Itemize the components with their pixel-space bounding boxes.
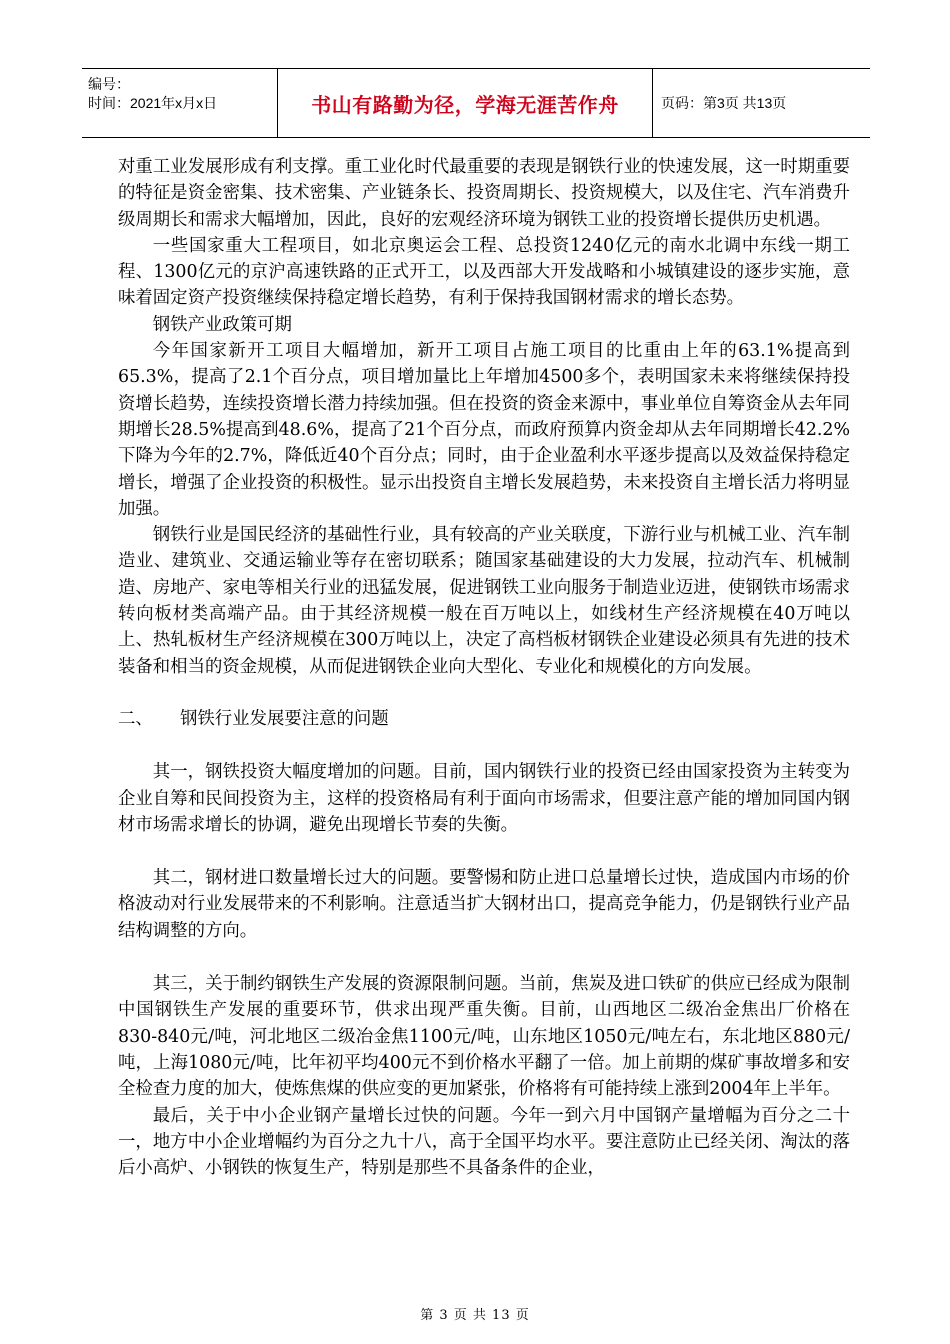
paragraph: 今年国家新开工项目大幅增加，新开工项目占施工项目的比重由上年的63.1%提高到65.3%，提高了2.1个百分点，项目增加量比上年增加4500多个，表明国家未来将继续保持投资增长趋势，连续投资增长潜力持续加强。但在投资的资金来源中，事业单位自筹资金从去年同期增长28.5%提高到48.6%，提高了21个百分点，而政府预算内资金却从去年同期增长42.2%下降为今年的2.7%，降低近40个百分点；同时，由于企业盈利水平逐步提高以及效益保持稳定增长，增强了企业投资的积极性。显示出投资自主增长发展趋势，未来投资自主增长活力将明显加强。 <box>118 341 850 519</box>
paragraph: 其一，钢铁投资大幅度增加的问题。目前，国内钢铁行业的投资已经由国家投资为主转变为企业自筹和民间投资为主，这样的投资格局有利于面向市场需求，但要注意产能的增加同国内钢材市场需求增长的协调，避免出现增长节奏的失衡。 <box>118 762 850 835</box>
paragraph: 其二，钢材进口数量增长过大的问题。要警惕和防止进口总量增长过快，造成国内市场的价格波动对行业发展带来的不利影响。注意适当扩大钢材出口，提高竞争能力，仍是钢铁行业产品结构调整的方向。 <box>118 868 850 941</box>
header-motto: 书山有路勤为径，学海无涯苦作舟 <box>278 69 653 137</box>
header-meta <box>82 69 278 137</box>
page-footer: 第 3 页 共 13 页 <box>420 1308 530 1323</box>
paragraph: 对重工业发展形成有利支撑。重工业化时代最重要的表现是钢铁行业的快速发展，这一时期重要的特征是资金密集、技术密集、产业链条长、投资周期长、投资规模大，以及住宅、汽车消费升级周期长和需求大幅增加，因此，良好的宏观经济环境为钢铁工业的投资增长提供历史机遇。 <box>118 157 850 230</box>
document-time-label: 时间：2021年x月x日 <box>88 95 218 111</box>
paragraph: 一些国家重大工程项目，如北京奥运会工程、总投资1240亿元的南水北调中东线一期工程、1300亿元的京沪高速铁路的正式开工，以及西部大开发战略和小城镇建设的逐步实施，意味着固定资产投资继续保持稳定增长趋势，有利于保持我国钢材需求的增长态势。 <box>118 235 850 309</box>
paragraph: 钢铁行业是国民经济的基础性行业，具有较高的产业关联度，下游行业与机械工业、汽车制造业、建筑业、交通运输业等存在密切联系；随国家基础建设的大力发展，拉动汽车、机械制造、房地产、家电等相关行业的迅猛发展，促进钢铁工业向服务于制造业迈进，使钢铁市场需求转向板材类高端产品。由于其经济规模一般在百万吨以上，如线材生产经济规模在40万吨以上、热轧板材生产经济规模在300万吨以上，决定了高档板材钢铁企业建设必须具有先进的技术装备和相当的资金规模，从而促进钢铁企业向大型化、专业化和规模化的方向发展。 <box>118 525 850 677</box>
paragraph: 其三，关于制约钢铁生产发展的资源限制问题。当前，焦炭及进口铁矿的供应已经成为限制中国钢铁生产发展的重要环节，供求出现严重失衡。目前，山西地区二级冶金焦出厂价格在830-840元/吨，河北地区二级冶金焦1100元/吨，山东地区1050元/吨左右，东北地区880元/吨，上海1080元/吨，比年初平均400元不到价格水平翻了一倍。加上前期的煤矿事故增多和安全检查力度的加大，使炼焦煤的供应变的更加紧张，价格将有可能持续上涨到2004年上半年。 <box>118 974 850 1100</box>
document-number-label: 编号： <box>88 76 130 92</box>
header-page-number: 页码：第3页 共13页 <box>661 95 787 111</box>
section-heading <box>118 706 850 732</box>
subheading: 钢铁产业政策可期 <box>152 314 292 335</box>
section-number: 二、 <box>118 708 153 729</box>
page-header <box>82 68 870 138</box>
paragraph: 最后，关于中小企业钢产量增长过快的问题。今年一到六月中国钢产量增幅为百分之二十一，地方中小企业增幅约为百分之九十八，高于全国平均水平。要注意防止已经关闭、淘汰的落后小高炉、小钢铁的恢复生产，特别是那些不具备条件的企业， <box>118 1105 850 1179</box>
section-title: 钢铁行业发展要注意的问题 <box>180 708 389 729</box>
document-body <box>118 154 850 1181</box>
